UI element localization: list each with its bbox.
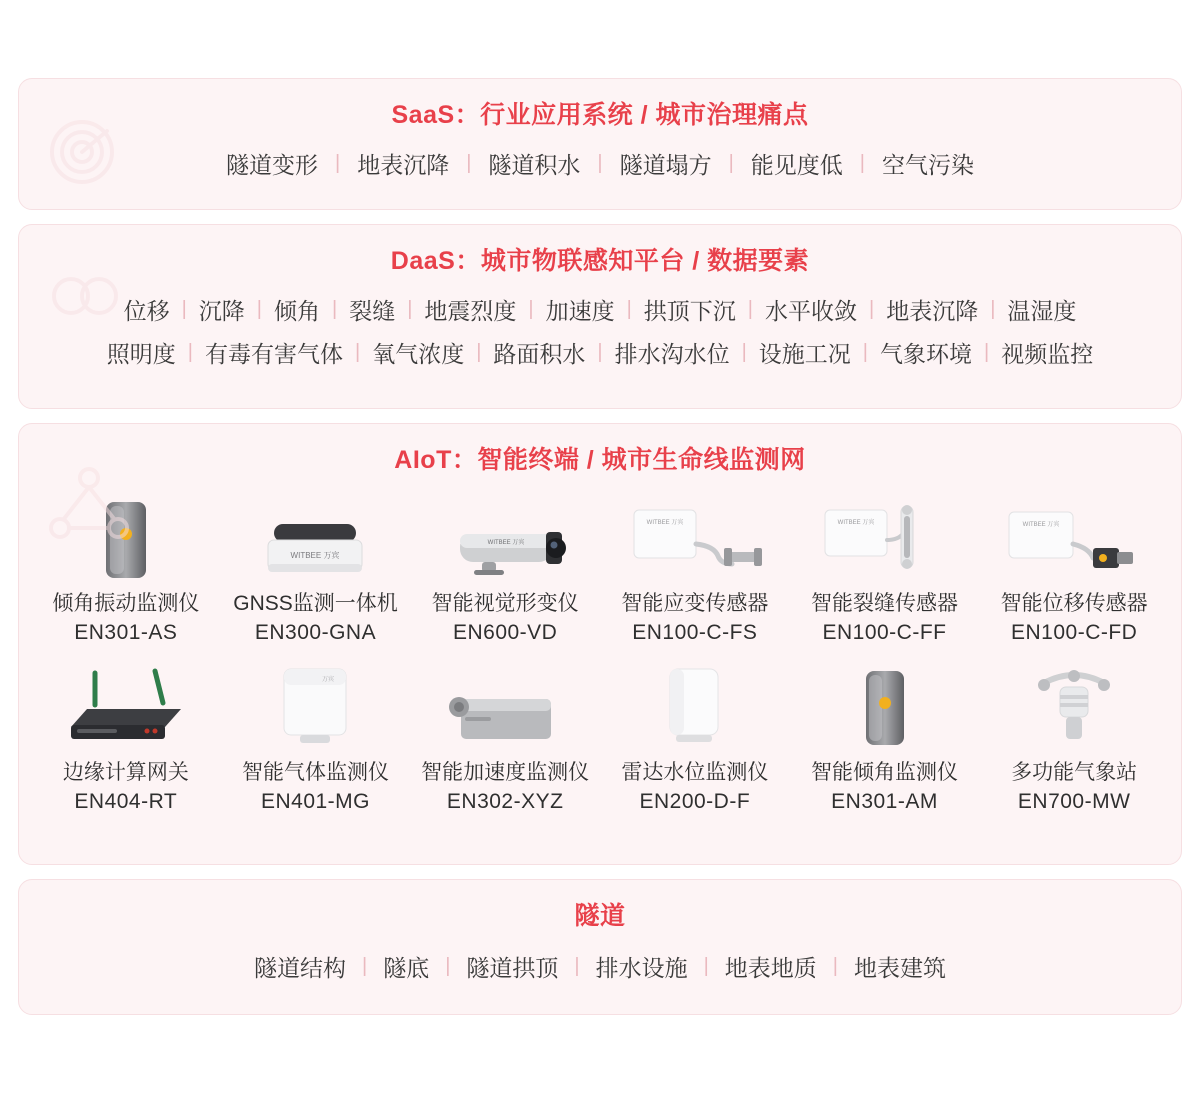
daas-item[interactable]: 地震烈度	[424, 298, 517, 324]
device-grid	[19, 482, 1181, 832]
daas-rows	[19, 283, 1181, 369]
item-divider: |	[728, 152, 734, 174]
daas-item[interactable]: 水平收敛	[765, 298, 857, 324]
crack-sensor-icon	[809, 486, 959, 582]
device-card[interactable]	[600, 655, 790, 818]
item-divider: |	[445, 955, 451, 977]
item-divider: |	[597, 341, 603, 363]
daas-item[interactable]: 排水沟水位	[614, 341, 730, 367]
daas-item[interactable]: 沉降	[198, 298, 245, 324]
device-model: EN302-XYZ	[446, 790, 564, 814]
daas-item[interactable]: 视频监控	[1001, 341, 1094, 367]
gnss-monitor-icon	[256, 486, 374, 582]
device-card[interactable]	[979, 655, 1169, 818]
item-divider: |	[187, 341, 193, 363]
saas-item[interactable]: 隧道积水	[488, 152, 581, 178]
vision-deformation-camera-icon	[430, 486, 580, 582]
device-card[interactable]	[221, 655, 411, 818]
item-divider: |	[984, 341, 990, 363]
daas-band	[18, 224, 1182, 409]
device-card[interactable]	[790, 655, 980, 818]
daas-item[interactable]: 倾角	[273, 298, 320, 324]
daas-item[interactable]: 位移	[123, 298, 170, 324]
item-divider: |	[476, 341, 482, 363]
device-model: EN200-D-F	[639, 790, 751, 814]
device-card[interactable]	[410, 655, 600, 818]
radar-water-level-icon	[640, 655, 750, 751]
device-name: 智能倾角监测仪	[810, 760, 958, 784]
saas-item[interactable]: 空气污染	[882, 152, 974, 178]
item-divider: |	[407, 298, 413, 320]
item-divider: |	[626, 298, 632, 320]
device-model: EN100-C-FD	[1010, 621, 1138, 645]
tunnel-title: 隧道	[574, 902, 626, 930]
device-card[interactable]	[221, 486, 411, 649]
device-name: 智能加速度监测仪	[421, 760, 590, 784]
daas-item[interactable]: 气象环境	[880, 341, 972, 367]
item-divider: |	[869, 298, 875, 320]
daas-item-row-1	[25, 293, 1175, 326]
saas-item[interactable]: 能见度低	[750, 152, 843, 178]
daas-title	[19, 225, 1181, 283]
item-divider: |	[832, 955, 838, 977]
device-name: GNSS监测一体机	[233, 592, 398, 615]
tilt-monitor-icon	[854, 655, 914, 751]
item-divider: |	[990, 298, 996, 320]
svg-text:WITBEE 万宾: WITBEE 万宾	[1022, 522, 1060, 528]
tunnel-item[interactable]: 地表地质	[724, 955, 817, 981]
daas-item[interactable]: 拱顶下沉	[643, 298, 736, 324]
aiot-title	[19, 424, 1181, 482]
daas-item[interactable]: 氧气浓度	[372, 341, 465, 367]
gas-monitor-icon	[260, 655, 370, 751]
device-model: EN301-AM	[831, 790, 938, 814]
device-model: EN600-VD	[452, 621, 558, 645]
item-divider: |	[597, 152, 603, 174]
saas-item[interactable]: 隧道塌方	[619, 152, 712, 178]
device-model: EN100-C-FF	[822, 621, 947, 645]
aiot-band	[18, 423, 1182, 865]
svg-text:WITBEE 万宾: WITBEE 万宾	[838, 520, 875, 526]
item-divider: |	[331, 298, 338, 320]
device-card[interactable]	[790, 486, 980, 649]
saas-item[interactable]: 隧道变形	[225, 152, 318, 178]
device-name: 智能气体监测仪	[241, 760, 389, 784]
daas-title-prefix: DaaS：	[390, 247, 481, 275]
saas-title	[19, 79, 1181, 137]
device-name: 多功能气象站	[1011, 760, 1138, 784]
device-model: EN100-C-FS	[632, 621, 758, 645]
tunnel-item[interactable]: 隧底	[383, 955, 430, 981]
saas-item[interactable]: 地表沉降	[357, 152, 450, 178]
item-divider: |	[574, 955, 580, 977]
svg-text:WITBEE 万宾: WITBEE 万宾	[291, 551, 340, 560]
daas-item[interactable]: 温湿度	[1007, 298, 1077, 324]
item-divider: |	[859, 152, 865, 174]
weather-station-icon	[1026, 655, 1122, 751]
item-divider: |	[361, 955, 368, 977]
item-divider: |	[181, 298, 187, 320]
item-divider: |	[354, 341, 361, 363]
device-name: 倾角振动监测仪	[52, 592, 200, 615]
daas-item[interactable]: 有毒有害气体	[204, 341, 343, 367]
item-divider: |	[528, 298, 534, 320]
displacement-sensor-icon	[999, 486, 1149, 582]
aiot-title-prefix: AIoT：	[394, 446, 478, 474]
item-divider: |	[334, 152, 341, 174]
accelerometer-icon	[435, 655, 575, 751]
device-name: 智能应变传感器	[621, 592, 769, 615]
aiot-title-main: 智能终端 / 城市生命线监测网	[477, 446, 806, 474]
item-divider: |	[466, 152, 472, 174]
saas-title-prefix: SaaS：	[391, 101, 481, 129]
device-name: 智能位移传感器	[1000, 592, 1148, 615]
device-card[interactable]	[31, 655, 221, 818]
device-card[interactable]	[410, 486, 600, 649]
edge-gateway-icon	[51, 655, 201, 751]
strain-sensor-icon	[620, 486, 770, 582]
device-name: 智能裂缝传感器	[810, 592, 958, 615]
item-divider: |	[703, 955, 709, 977]
item-divider: |	[747, 298, 753, 320]
daas-item[interactable]: 设施工况	[758, 341, 851, 367]
daas-item[interactable]: 照明度	[106, 341, 176, 367]
device-model: EN300-GNA	[254, 621, 377, 645]
daas-item[interactable]: 加速度	[545, 298, 615, 324]
saas-item-row	[19, 137, 1181, 180]
item-divider: |	[862, 341, 868, 363]
device-model: EN401-MG	[260, 790, 370, 814]
device-model: EN404-RT	[74, 790, 178, 814]
svg-text:WITBEE 万宾: WITBEE 万宾	[646, 520, 684, 526]
device-name: 智能视觉形变仪	[431, 592, 579, 615]
svg-text:WITBEE 万宾: WITBEE 万宾	[487, 540, 525, 546]
saas-band	[18, 78, 1182, 210]
item-divider: |	[256, 298, 262, 320]
daas-item-row-2	[25, 336, 1175, 369]
daas-title-main: 城市物联感知平台 / 数据要素	[480, 247, 810, 275]
device-name: 雷达水位监测仪	[621, 760, 769, 784]
daas-item[interactable]: 裂缝	[349, 298, 396, 324]
svg-text:万宾: 万宾	[322, 676, 335, 683]
device-model: EN700-MW	[1017, 790, 1131, 814]
tunnel-item-row	[19, 938, 1181, 983]
tunnel-item[interactable]: 隧道结构	[253, 955, 346, 981]
daas-item[interactable]: 地表沉降	[886, 298, 979, 324]
device-model: EN301-AS	[74, 621, 178, 645]
tilt-vibration-sensor-icon	[96, 486, 156, 582]
device-card[interactable]	[31, 486, 221, 649]
tunnel-item[interactable]: 隧道拱顶	[466, 955, 559, 981]
daas-item[interactable]: 路面积水	[493, 341, 586, 367]
device-card[interactable]	[600, 486, 790, 649]
device-name: 边缘计算网关	[62, 760, 189, 784]
tunnel-item[interactable]: 排水设施	[595, 955, 688, 981]
device-card[interactable]	[979, 486, 1169, 649]
item-divider: |	[741, 341, 747, 363]
saas-title-main: 行业应用系统 / 城市治理痛点	[480, 101, 809, 129]
tunnel-item[interactable]: 地表建筑	[854, 955, 946, 981]
tunnel-band	[18, 879, 1182, 1015]
